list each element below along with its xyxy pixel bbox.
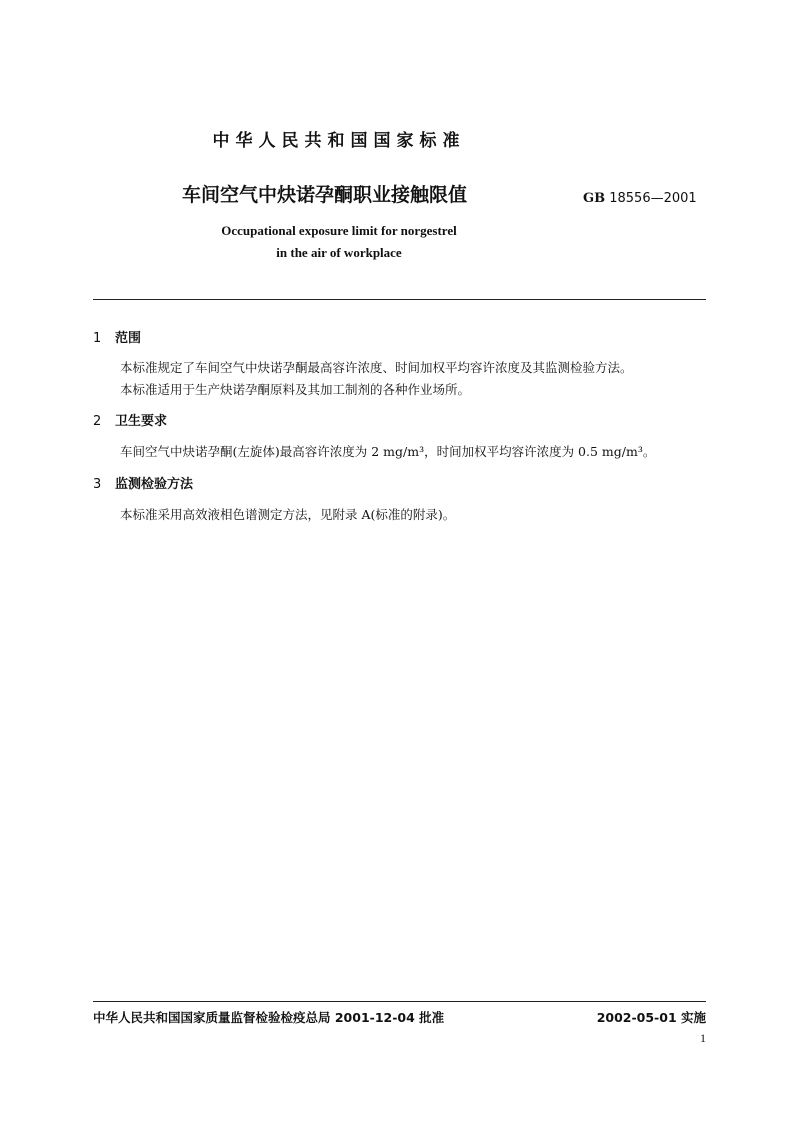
header-divider	[93, 299, 706, 300]
section-heading-scope	[93, 327, 141, 346]
english-title-line-2: in the air of workplace	[276, 245, 402, 260]
paragraph: 本标准采用高效液相色谱测定方法，见附录 A(标准的附录)。	[120, 507, 456, 522]
implementation-date: 2002-05-01 实施	[596, 1010, 706, 1025]
section-title: 范围	[115, 331, 142, 346]
standard-code	[583, 191, 697, 206]
issuing-organization: 中华人民共和国国家标准	[212, 131, 466, 151]
english-title-line-1: Occupational exposure limit for norgestrel	[221, 223, 457, 238]
section-number: 1	[93, 331, 102, 346]
paragraph: 本标准适用于生产炔诺孕酮原料及其加工制剂的各种作业场所。	[120, 382, 471, 397]
section-title: 监测检验方法	[115, 477, 194, 492]
standard-title: 车间空气中炔诺孕酮职业接触限值	[182, 184, 468, 206]
page-number: 1	[700, 1031, 706, 1045]
section-number: 3	[93, 477, 102, 492]
footer-divider	[93, 1001, 706, 1002]
approval-statement: 中华人民共和国国家质量监督检验检疫总局 2001-12-04 批准	[93, 1010, 445, 1025]
section-number: 2	[93, 414, 102, 429]
section-heading-test-methods	[93, 473, 193, 492]
standard-code-prefix: GB	[583, 191, 606, 206]
section-title: 卫生要求	[115, 414, 168, 429]
section-heading-hygiene-requirements	[93, 410, 167, 429]
paragraph: 车间空气中炔诺孕酮(左旋体)最高容许浓度为 2 mg/m³，时间加权平均容许浓度为 0.5 mg/m³。	[120, 444, 656, 459]
paragraph: 本标准规定了车间空气中炔诺孕酮最高容许浓度、时间加权平均容许浓度及其监测检验方法。	[120, 360, 633, 375]
standard-code-number: 18556—2001	[609, 191, 697, 206]
